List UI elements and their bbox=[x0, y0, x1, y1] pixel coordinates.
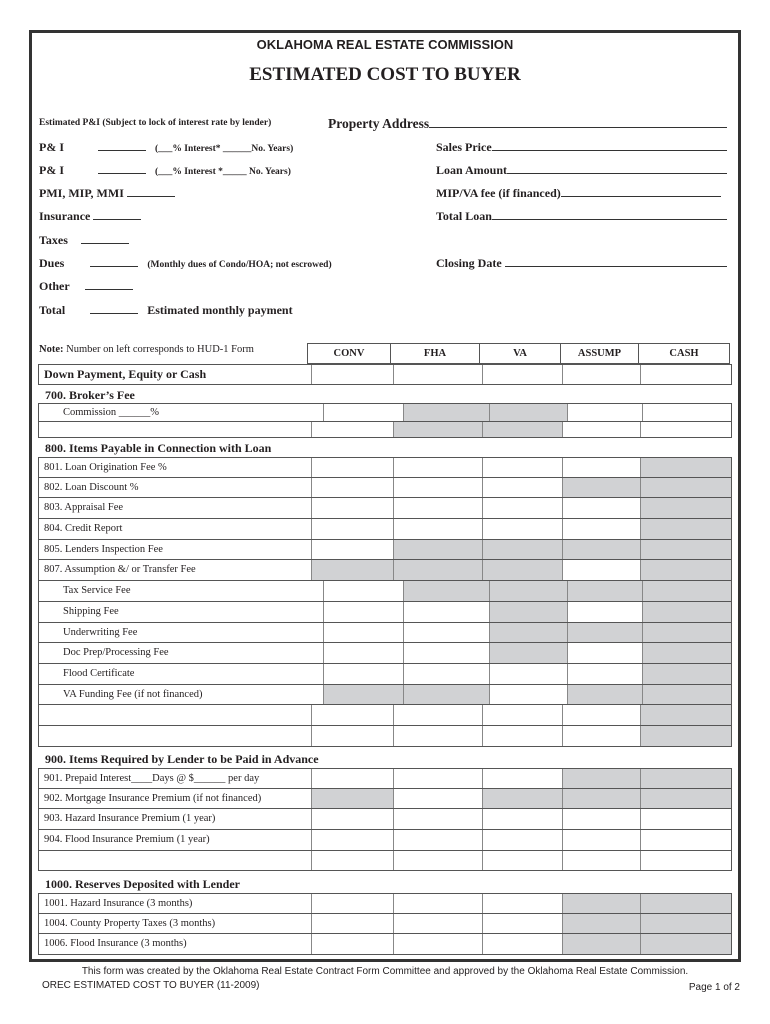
col-va: VA bbox=[479, 343, 560, 364]
shaded-cell bbox=[489, 581, 567, 601]
shaded-cell bbox=[642, 643, 731, 663]
dues-note: (Monthly dues of Condo/HOA; not escrowed) bbox=[147, 260, 332, 270]
total-note: Estimated monthly payment bbox=[147, 303, 293, 317]
table-row bbox=[38, 540, 732, 561]
mip-va-fee-label: MIP/VA fee (if financed) bbox=[436, 186, 561, 200]
row-label: 803. Appraisal Fee bbox=[44, 502, 124, 514]
row-label: Underwriting Fee bbox=[63, 626, 138, 638]
table-row bbox=[38, 789, 732, 810]
table-row bbox=[38, 934, 732, 955]
entry-cell[interactable] bbox=[403, 664, 489, 684]
section-900-table bbox=[38, 768, 732, 871]
note-text: Number on left corresponds to HUD-1 Form bbox=[63, 344, 254, 355]
insurance-label: Insurance bbox=[39, 209, 91, 223]
shaded-cell bbox=[489, 602, 567, 622]
shaded-cell bbox=[323, 685, 403, 705]
section-heading-700: 700. Broker’s Fee bbox=[45, 388, 135, 402]
shaded-cell bbox=[311, 789, 393, 809]
shaded-cell bbox=[640, 769, 731, 788]
shaded-cell bbox=[482, 422, 562, 437]
shaded-cell bbox=[562, 789, 639, 809]
entry-cell[interactable] bbox=[482, 705, 562, 725]
loan-amount-label: Loan Amount bbox=[436, 163, 508, 177]
property-address-label: Property Address bbox=[328, 116, 430, 131]
row-label: 901. Prepaid Interest____Days @ $______ per day bbox=[44, 773, 260, 784]
entry-cell[interactable] bbox=[311, 934, 393, 954]
down-payment-label: Down Payment, Equity or Cash bbox=[44, 367, 207, 381]
entry-cell[interactable] bbox=[640, 830, 731, 850]
pmi-label: PMI, MIP, MMI bbox=[39, 186, 124, 200]
entry-cell[interactable] bbox=[311, 498, 393, 518]
cell[interactable] bbox=[640, 365, 731, 384]
pi2-label: P& I bbox=[39, 163, 64, 177]
shaded-cell bbox=[640, 458, 731, 477]
entry-cell[interactable] bbox=[393, 809, 481, 829]
down-payment-table bbox=[38, 364, 732, 385]
entry-cell[interactable] bbox=[393, 458, 481, 477]
total-field[interactable] bbox=[90, 303, 138, 314]
shaded-cell bbox=[640, 498, 731, 518]
mip-va-fee-field[interactable] bbox=[561, 186, 721, 197]
shaded-cell bbox=[403, 685, 489, 705]
table-row bbox=[38, 403, 732, 422]
entry-cell[interactable] bbox=[393, 914, 481, 934]
other-field[interactable] bbox=[85, 279, 133, 290]
other-label: Other bbox=[39, 279, 70, 293]
row-label: 1006. Flood Insurance (3 months) bbox=[44, 938, 187, 950]
entry-cell[interactable] bbox=[482, 519, 562, 539]
pi1-field[interactable] bbox=[98, 140, 146, 151]
shaded-cell bbox=[642, 664, 731, 684]
shaded-cell bbox=[393, 422, 481, 437]
entry-cell[interactable] bbox=[482, 914, 562, 934]
entry-cell[interactable] bbox=[489, 685, 567, 705]
entry-cell[interactable] bbox=[393, 934, 481, 954]
row-label bbox=[39, 705, 311, 725]
col-conv: CONV bbox=[307, 343, 390, 364]
closing-date-label: Closing Date bbox=[436, 256, 502, 270]
shaded-cell bbox=[567, 581, 642, 601]
entry-cell[interactable] bbox=[323, 602, 403, 622]
shaded-cell bbox=[640, 705, 731, 725]
entry-cell[interactable] bbox=[567, 602, 642, 622]
section-heading-800: 800. Items Payable in Connection with Loan bbox=[45, 441, 272, 455]
table-row bbox=[38, 809, 732, 830]
taxes-label: Taxes bbox=[39, 233, 68, 247]
row-label: Tax Service Fee bbox=[63, 585, 131, 597]
table-row bbox=[38, 851, 732, 872]
shaded-cell bbox=[311, 560, 393, 580]
shaded-cell bbox=[562, 934, 639, 954]
row-label bbox=[39, 422, 311, 437]
entry-cell[interactable] bbox=[567, 404, 642, 421]
cell[interactable] bbox=[482, 365, 562, 384]
entry-cell[interactable] bbox=[562, 705, 639, 725]
entry-cell[interactable] bbox=[562, 809, 639, 829]
form-title: ESTIMATED COST TO BUYER bbox=[249, 64, 521, 85]
entry-cell[interactable] bbox=[562, 458, 639, 477]
shaded-cell bbox=[393, 540, 481, 560]
sales-price-field[interactable] bbox=[492, 140, 727, 151]
shaded-cell bbox=[489, 623, 567, 643]
shaded-cell bbox=[489, 404, 567, 421]
table-row bbox=[38, 768, 732, 789]
shaded-cell bbox=[562, 540, 639, 560]
shaded-cell bbox=[567, 623, 642, 643]
entry-cell[interactable] bbox=[393, 769, 481, 788]
entry-cell[interactable] bbox=[311, 540, 393, 560]
shaded-cell bbox=[403, 404, 489, 421]
entry-cell[interactable] bbox=[403, 602, 489, 622]
entry-cell[interactable] bbox=[562, 830, 639, 850]
section-700-table bbox=[38, 403, 732, 438]
entry-cell[interactable] bbox=[642, 404, 731, 421]
row-label: 904. Flood Insurance Premium (1 year) bbox=[44, 834, 210, 846]
entry-cell[interactable] bbox=[393, 498, 481, 518]
row-label: 903. Hazard Insurance Premium (1 year) bbox=[44, 813, 216, 825]
row-label: 807. Assumption &/ or Transfer Fee bbox=[44, 564, 196, 576]
entry-cell[interactable] bbox=[482, 894, 562, 913]
entry-cell[interactable] bbox=[482, 769, 562, 788]
pi-intro: Estimated P&I (Subject to lock of interest rate by lender) bbox=[39, 118, 272, 128]
shaded-cell bbox=[640, 789, 731, 809]
entry-cell[interactable] bbox=[482, 934, 562, 954]
entry-cell[interactable] bbox=[562, 519, 639, 539]
entry-cell[interactable] bbox=[311, 851, 393, 871]
section-1000-table bbox=[38, 893, 732, 955]
entry-cell[interactable] bbox=[311, 769, 393, 788]
entry-cell[interactable] bbox=[323, 581, 403, 601]
entry-cell[interactable] bbox=[567, 664, 642, 684]
entry-cell[interactable] bbox=[403, 643, 489, 663]
row-label: 802. Loan Discount % bbox=[44, 481, 139, 493]
row-label: 1004. County Property Taxes (3 months) bbox=[44, 917, 216, 929]
table-row bbox=[38, 685, 732, 706]
hud-note bbox=[39, 344, 254, 355]
entry-cell[interactable] bbox=[311, 914, 393, 934]
entry-cell[interactable] bbox=[562, 422, 639, 437]
row-label: Shipping Fee bbox=[63, 605, 119, 617]
table-row bbox=[38, 602, 732, 623]
cell[interactable] bbox=[393, 365, 481, 384]
row-label: 1001. Hazard Insurance (3 months) bbox=[44, 898, 193, 909]
taxes-field[interactable] bbox=[81, 233, 129, 244]
table-row bbox=[38, 457, 732, 478]
pi1-label: P& I bbox=[39, 140, 64, 154]
table-row bbox=[38, 914, 732, 935]
entry-cell[interactable] bbox=[311, 705, 393, 725]
entry-cell[interactable] bbox=[311, 478, 393, 498]
entry-cell[interactable] bbox=[323, 643, 403, 663]
row-label: 804. Credit Report bbox=[44, 523, 123, 535]
shaded-cell bbox=[640, 540, 731, 560]
row-label: VA Funding Fee (if not financed) bbox=[63, 688, 203, 700]
entry-cell[interactable] bbox=[567, 643, 642, 663]
shaded-cell bbox=[482, 540, 562, 560]
shaded-cell bbox=[567, 685, 642, 705]
entry-cell[interactable] bbox=[311, 894, 393, 913]
row-label: 805. Lenders Inspection Fee bbox=[44, 543, 163, 555]
shaded-cell bbox=[640, 478, 731, 498]
shaded-cell bbox=[562, 914, 639, 934]
shaded-cell bbox=[640, 519, 731, 539]
entry-cell[interactable] bbox=[482, 498, 562, 518]
shaded-cell bbox=[642, 581, 731, 601]
shaded-cell bbox=[489, 643, 567, 663]
entry-cell[interactable] bbox=[562, 560, 639, 580]
shaded-cell bbox=[482, 789, 562, 809]
entry-cell[interactable] bbox=[311, 726, 393, 746]
shaded-cell bbox=[640, 894, 731, 913]
closing-date-field[interactable] bbox=[505, 256, 727, 267]
entry-cell[interactable] bbox=[482, 726, 562, 746]
section-heading-900: 900. Items Required by Lender to be Paid in Advance bbox=[45, 752, 319, 766]
table-row bbox=[38, 643, 732, 664]
note-bold: Note: bbox=[39, 344, 64, 355]
total-label: Total bbox=[39, 303, 66, 317]
shaded-cell bbox=[403, 581, 489, 601]
table-row bbox=[38, 478, 732, 499]
entry-cell[interactable] bbox=[393, 705, 481, 725]
form-id: OREC ESTIMATED COST TO BUYER (11-2009) bbox=[42, 980, 260, 991]
entry-cell[interactable] bbox=[311, 830, 393, 850]
loan-amount-field[interactable] bbox=[507, 163, 727, 174]
shaded-cell bbox=[640, 726, 731, 746]
row-label: Doc Prep/Processing Fee bbox=[63, 647, 169, 659]
entry-cell[interactable] bbox=[393, 851, 481, 871]
total-loan-field[interactable] bbox=[492, 209, 727, 220]
row-label: Flood Certificate bbox=[63, 667, 135, 679]
table-row bbox=[38, 422, 732, 438]
pi1-note: (___% Interest* ______No. Years) bbox=[155, 144, 294, 154]
approval-note: This form was created by the Oklahoma Real Estate Contract Form Committee and approved by the Oklahoma Real Estate Commission. bbox=[81, 966, 689, 977]
entry-cell[interactable] bbox=[482, 458, 562, 477]
col-assump: ASSUMP bbox=[560, 343, 638, 364]
entry-cell[interactable] bbox=[393, 726, 481, 746]
shaded-cell bbox=[562, 478, 639, 498]
total-loan-label: Total Loan bbox=[436, 209, 492, 223]
entry-cell[interactable] bbox=[403, 623, 489, 643]
entry-cell[interactable] bbox=[482, 851, 562, 871]
section-800-table bbox=[38, 457, 732, 747]
shaded-cell bbox=[393, 560, 481, 580]
table-row bbox=[38, 830, 732, 851]
shaded-cell bbox=[482, 560, 562, 580]
shaded-cell bbox=[640, 560, 731, 580]
entry-cell[interactable] bbox=[393, 894, 481, 913]
col-fha: FHA bbox=[390, 343, 479, 364]
cell[interactable] bbox=[311, 365, 393, 384]
table-row bbox=[38, 623, 732, 644]
entry-cell[interactable] bbox=[482, 809, 562, 829]
entry-cell[interactable] bbox=[311, 422, 393, 437]
dues-field[interactable] bbox=[90, 256, 138, 267]
entry-cell[interactable] bbox=[640, 809, 731, 829]
row-label: 902. Mortgage Insurance Premium (if not financed) bbox=[44, 792, 262, 804]
entry-cell[interactable] bbox=[482, 830, 562, 850]
org-name: OKLAHOMA REAL ESTATE COMMISSION bbox=[256, 37, 514, 52]
entry-cell[interactable] bbox=[562, 726, 639, 746]
entry-cell[interactable] bbox=[311, 458, 393, 477]
entry-cell[interactable] bbox=[323, 664, 403, 684]
entry-cell[interactable] bbox=[562, 498, 639, 518]
shaded-cell bbox=[642, 685, 731, 705]
entry-cell[interactable] bbox=[311, 519, 393, 539]
shaded-cell bbox=[642, 623, 731, 643]
shaded-cell bbox=[642, 602, 731, 622]
entry-cell[interactable] bbox=[393, 478, 481, 498]
entry-cell[interactable] bbox=[311, 809, 393, 829]
pmi-field[interactable] bbox=[127, 186, 175, 197]
table-row bbox=[38, 560, 732, 581]
entry-cell[interactable] bbox=[482, 478, 562, 498]
table-row bbox=[38, 664, 732, 685]
entry-cell[interactable] bbox=[393, 519, 481, 539]
entry-cell[interactable] bbox=[323, 623, 403, 643]
col-cash: CASH bbox=[638, 343, 730, 364]
pi2-note: (___% Interest *_____ No. Years) bbox=[155, 167, 291, 177]
pi2-field[interactable] bbox=[98, 163, 146, 174]
entry-cell[interactable] bbox=[562, 851, 639, 871]
shaded-cell bbox=[562, 769, 639, 788]
table-row bbox=[38, 498, 732, 519]
row-label: 801. Loan Origination Fee % bbox=[44, 462, 167, 473]
entry-cell[interactable] bbox=[393, 830, 481, 850]
column-headers bbox=[307, 343, 730, 364]
row-label bbox=[39, 726, 311, 746]
entry-cell[interactable] bbox=[393, 789, 481, 809]
cell[interactable] bbox=[562, 365, 639, 384]
entry-cell[interactable] bbox=[640, 422, 731, 437]
property-address-field[interactable] bbox=[429, 117, 727, 128]
table-row bbox=[38, 519, 732, 540]
entry-cell[interactable] bbox=[489, 664, 567, 684]
shaded-cell bbox=[640, 914, 731, 934]
entry-cell[interactable] bbox=[323, 404, 403, 421]
section-heading-1000: 1000. Reserves Deposited with Lender bbox=[45, 877, 240, 891]
sales-price-label: Sales Price bbox=[436, 140, 492, 154]
table-row bbox=[38, 893, 732, 914]
shaded-cell bbox=[640, 934, 731, 954]
table-row bbox=[38, 705, 732, 726]
dues-label: Dues bbox=[39, 256, 65, 270]
row-label: Commission ______% bbox=[63, 407, 159, 418]
shaded-cell bbox=[562, 894, 639, 913]
table-row bbox=[38, 726, 732, 747]
table-row bbox=[38, 581, 732, 602]
page-number: Page 1 of 2 bbox=[688, 982, 740, 993]
entry-cell[interactable] bbox=[640, 851, 731, 871]
insurance-field[interactable] bbox=[93, 209, 141, 220]
row-label bbox=[39, 851, 311, 871]
down-payment-row bbox=[38, 364, 732, 385]
